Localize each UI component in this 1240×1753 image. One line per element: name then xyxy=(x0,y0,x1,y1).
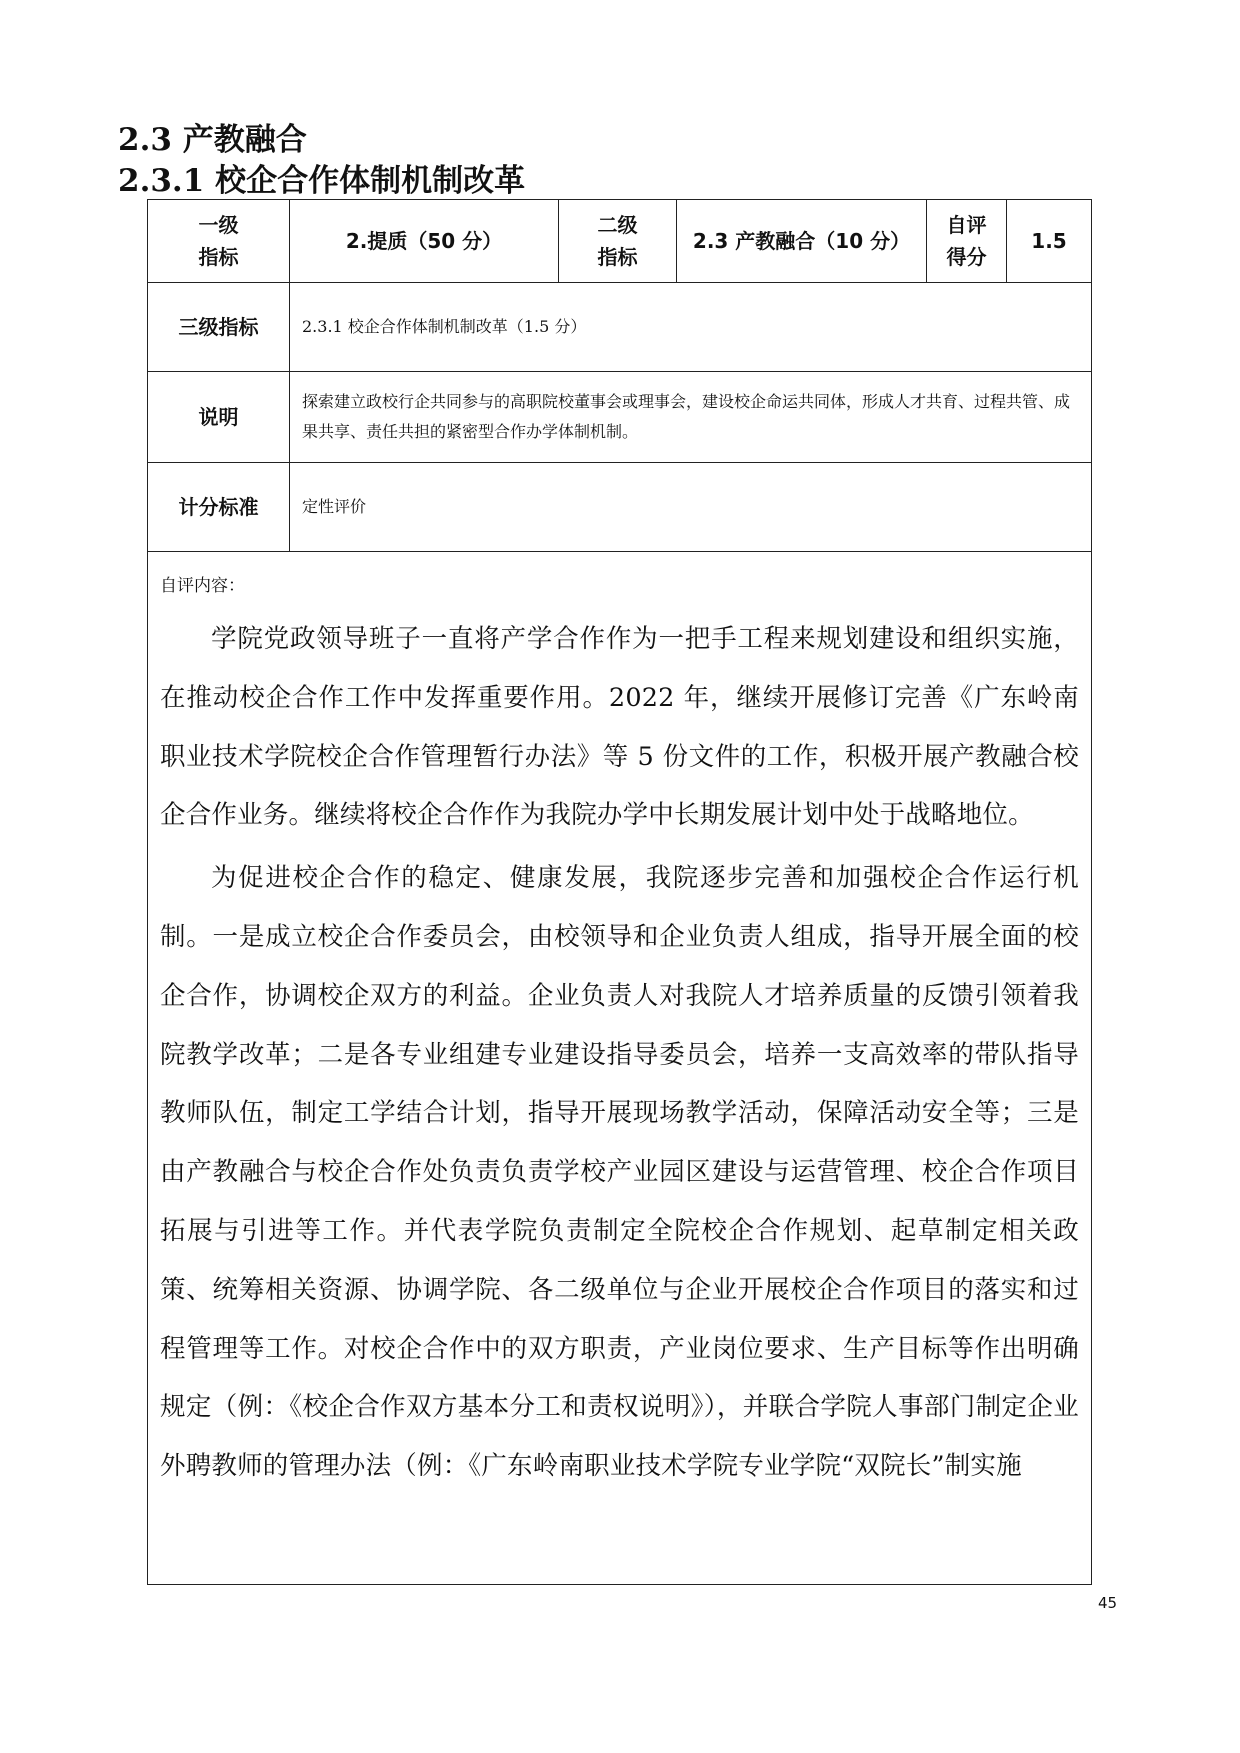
table-row xyxy=(148,200,1092,283)
section-heading: 2.3 产教融合 xyxy=(118,122,307,158)
subsection-heading: 2.3.1 校企合作体制机制改革 xyxy=(118,163,526,199)
standard-value: 定性评价 xyxy=(290,463,1092,552)
description-value: 探索建立政校行企共同参与的高职院校董事会或理事会，建设校企命运共同体，形成人才共育、过程共管、成果共享、责任共担的紧密型合作办学体制机制。 xyxy=(290,372,1092,463)
self-score-value: 1.5 xyxy=(1007,200,1092,283)
page-number: 45 xyxy=(1098,1594,1118,1612)
level3-value: 2.3.1 校企合作体制机制改革（1.5 分） xyxy=(290,283,1092,372)
content-paragraph: 学院党政领导班子一直将产学合作作为一把手工程来规划建设和组织实施，在推动校企合作工作中发挥重要作用。2022 年，继续开展修订完善《广东岭南职业技术学院校企合作管理暂行办法》等 5 份文件的工作，积极开展产教融合校企合作业务。继续将校企合作作为我院办学中长期发展计划中处于战略地位。 xyxy=(160,624,1079,831)
self-score-label: 自评 得分 xyxy=(927,200,1007,283)
standard-label: 计分标准 xyxy=(148,463,290,552)
table-row xyxy=(148,552,1092,1585)
evaluation-table xyxy=(147,199,1092,1585)
description-label: 说明 xyxy=(148,372,290,463)
level3-label: 三级指标 xyxy=(148,283,290,372)
level1-label: 一级 指标 xyxy=(148,200,290,283)
table-row xyxy=(148,463,1092,552)
table-row xyxy=(148,372,1092,463)
self-evaluation-content xyxy=(148,552,1092,1585)
level2-value: 2.3 产教融合（10 分） xyxy=(677,200,927,283)
self-evaluation-label: 自评内容： xyxy=(160,576,245,596)
table-row xyxy=(148,283,1092,372)
level1-value: 2.提质（50 分） xyxy=(290,200,559,283)
content-paragraph: 为促进校企合作的稳定、健康发展，我院逐步完善和加强校企合作运行机制。一是成立校企合作委员会，由校领导和企业负责人组成，指导开展全面的校企合作，协调校企双方的利益。企业负责人对我院人才培养质量的反馈引领着我院教学改革；二是各专业组建专业建设指导委员会，培养一支高效率的带队指导教师队伍，制定工学结合计划，指导开展现场教学活动，保障活动安全等；三是由产教融合与校企合作处负责负责学校产业园区建设与运营管理、校企合作项目拓展与引进等工作。并代表学院负责制定全院校企合作规划、起草制定相关政策、统筹相关资源、协调学院、各二级单位与企业开展校企合作项目的落实和过程管理等工作。对校企合作中的双方职责，产业岗位要求、生产目标等作出明确规定（例：《校企合作双方基本分工和责权说明》），并联合学院人事部门制定企业外聘教师的管理办法（例：《广东岭南职业技术学院专业学院“双院长”制实施 xyxy=(160,863,1079,1482)
level2-label: 二级 指标 xyxy=(559,200,677,283)
